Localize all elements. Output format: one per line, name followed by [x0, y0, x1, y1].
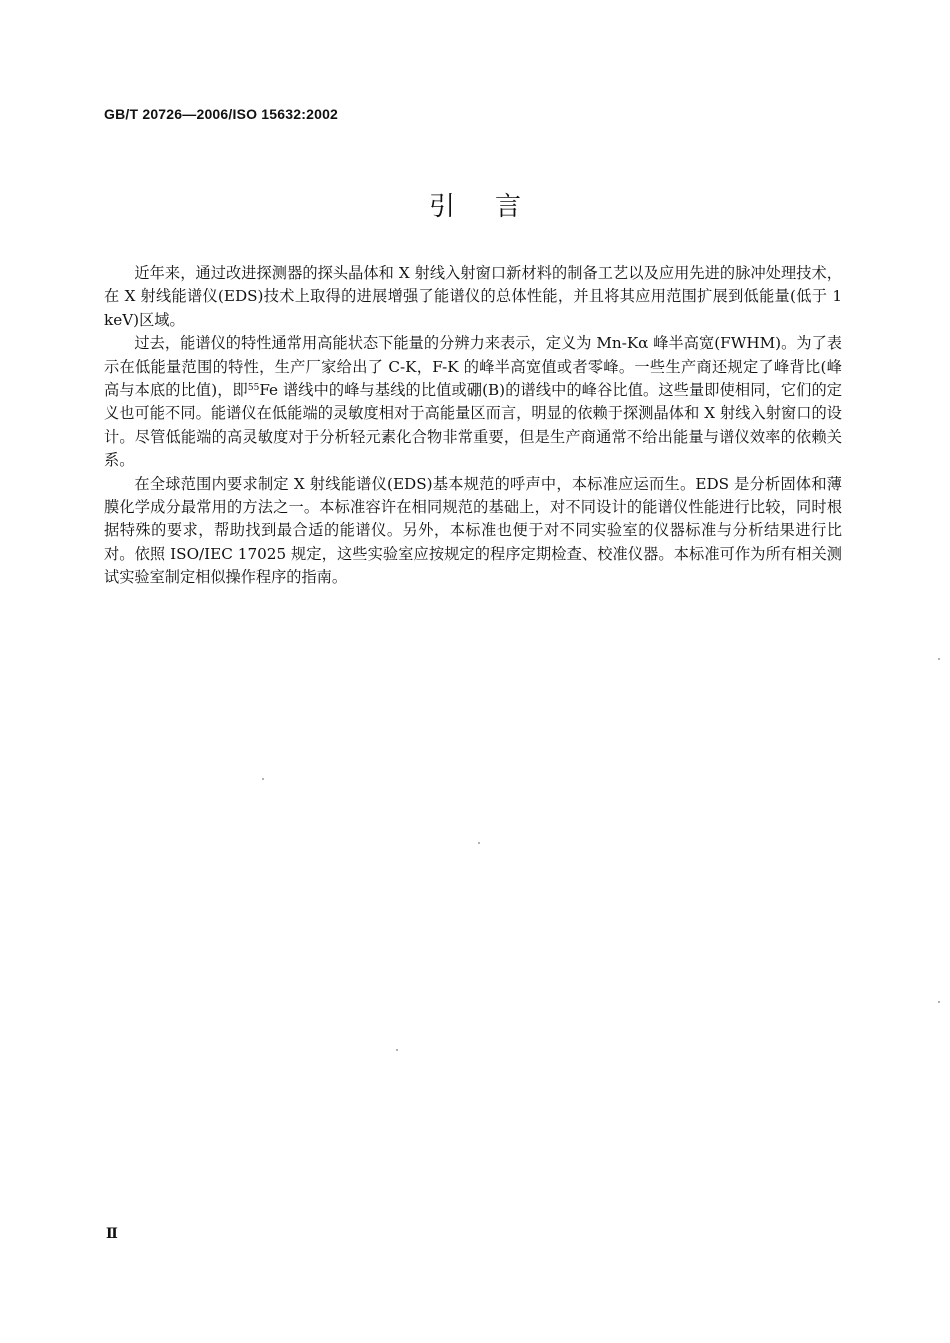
paragraph-2-text-b: Fe 谱线中的峰与基线的比值或硼(B)的谱线中的峰谷比值。这些量即使相同，它们的定义也可能不同。能谱仪在低能端的灵敏度相对于高能量区而言，明显的依赖于探测晶体和 X 射线入射窗口的设计。尽管低能端的高灵敏度对于分析轻元素化合物非常重要，但是生产商通常不给出能量与谱仪效率的依赖关系。 — [104, 381, 842, 470]
scan-speck — [938, 658, 940, 660]
paragraph-2 — [104, 332, 842, 472]
standard-number-header: GB/T 20726—2006/ISO 15632:2002 — [104, 106, 339, 122]
scan-speck — [262, 778, 264, 780]
isotope-superscript: 55 — [247, 383, 260, 394]
paragraph-1: 近年来，通过改进探测器的探头晶体和 X 射线入射窗口新材料的制备工艺以及应用先进的脉冲处理技术，在 X 射线能谱仪(EDS)技术上取得的进展增强了能谱仪的总体性能，并且将其应用范围扩展到低能量(低于 1 keV)区域。 — [104, 264, 842, 329]
paragraph-3: 在全球范围内要求制定 X 射线能谱仪(EDS)基本规范的呼声中，本标准应运而生。EDS 是分析固体和薄膜化学成分最常用的方法之一。本标准容许在相同规范的基础上，对不同设计的能谱仪性能进行比较，同时根据特殊的要求，帮助找到最合适的能谱仪。另外，本标准也便于对不同实验室的仪器标准与分析结果进行比对。依照 ISO/IEC 17025 规定，这些实验室应按规定的程序定期检查、校准仪器。本标准可作为所有相关测试实验室制定相似操作程序的指南。 — [104, 474, 842, 587]
scan-speck — [478, 842, 480, 844]
paragraph-2-text-a: 过去，能谱仪的特性通常用高能状态下能量的分辨力来表示，定义为 Mn-Kα 峰半高宽(FWHM)。为了表示在低能量范围的特性，生产厂家给出了 C-K，F-K 的峰半高宽值或者零峰。一些生产商还规定了峰背比(峰高与本底的比值)，即 — [104, 334, 842, 400]
page-number: Ⅱ — [106, 1226, 118, 1242]
scan-speck — [396, 1049, 398, 1051]
introduction-body — [104, 262, 842, 590]
scan-speck — [938, 1001, 940, 1003]
page-title: 引言 — [428, 192, 561, 222]
